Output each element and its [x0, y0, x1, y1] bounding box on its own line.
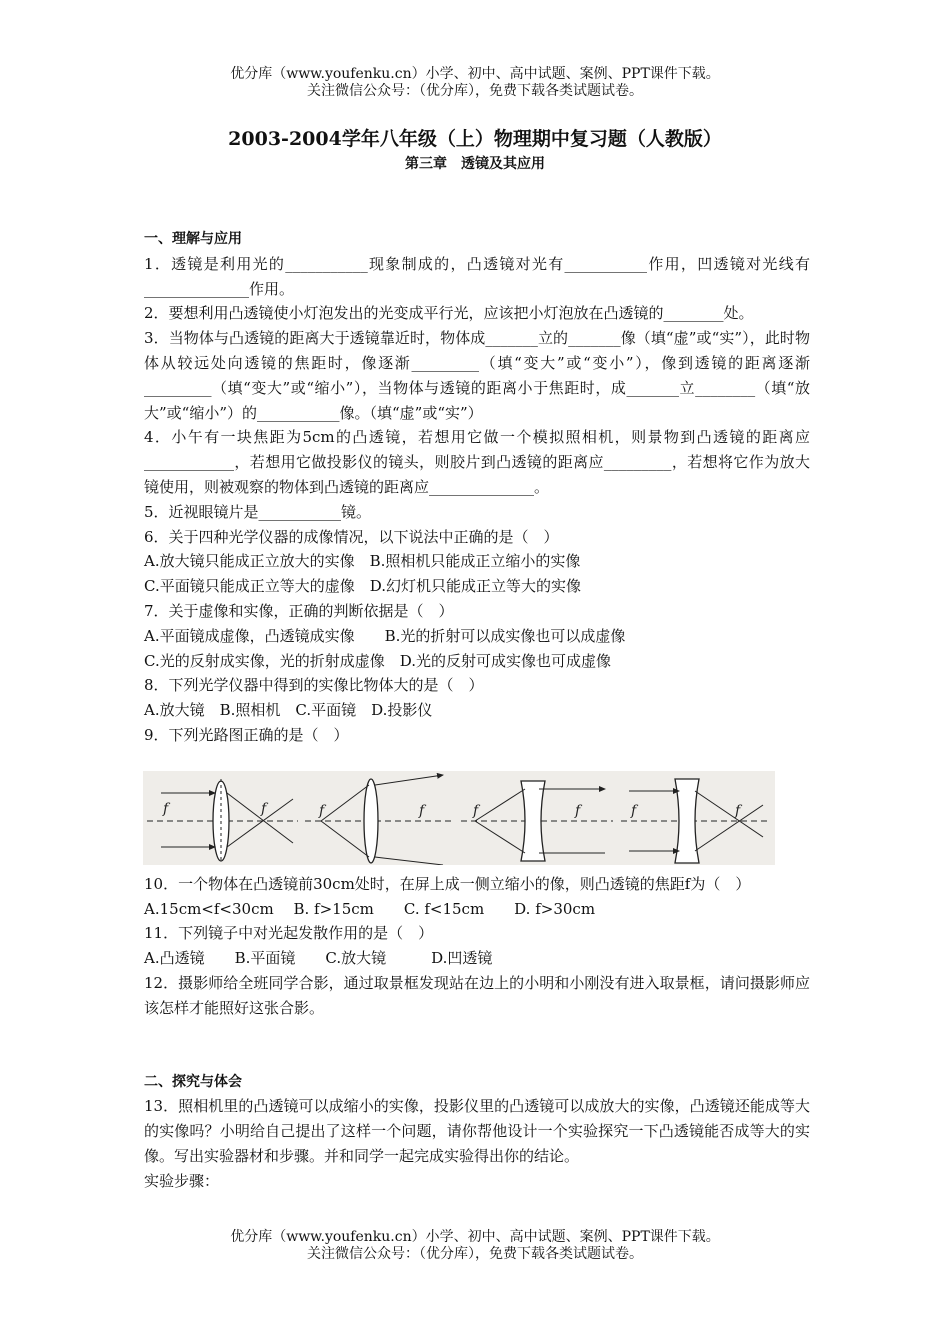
footer-line-1: 优分库（www.youfenku.cn）小学、初中、高中试题、案例、PPT课件下载。: [230, 1229, 720, 1245]
page-header: [0, 66, 950, 100]
page-subtitle: 第三章 透镜及其应用: [405, 156, 545, 172]
section-2-heading: 二、探究与体会: [144, 1073, 242, 1090]
lens-ray-diagrams: [143, 771, 775, 865]
question-5: 5．近视眼镜片是___________镜。: [144, 502, 372, 521]
question-6-options-ab: A.放大镜只能成正立放大的实像 B.照相机只能成正立缩小的实像: [144, 552, 581, 571]
question-10-options: A.15cm<f<30cm B. f>15cm C. f<15cm D. f>30cm: [144, 899, 596, 918]
focal-label-a2: f: [261, 801, 267, 817]
question-7: 7．关于虚像和实像，正确的判断依据是（ ）: [144, 601, 454, 620]
page-footer: [0, 1229, 950, 1263]
focal-label-d2: f: [735, 803, 741, 819]
question-11-options: A.凸透镜 B.平面镜 C.放大镜 D.凹透镜: [144, 949, 493, 968]
question-9: 9．下列光路图正确的是（ ）: [144, 725, 349, 744]
question-12: 12．摄影师给全班同学合影，通过取景框发现站在边上的小明和小刚没有进入取景框，请问摄影师应该怎样才能照好这张合影。: [144, 973, 810, 1017]
question-8: 8．下列光学仪器中得到的实像比物体大的是（ ）: [144, 676, 484, 695]
focal-label-c1: f: [473, 803, 479, 819]
focal-label-b2: f: [419, 803, 425, 819]
page-title: 2003-2004学年八年级（上）物理期中复习题（人教版）: [228, 128, 722, 150]
question-6-options-cd: C.平面镜只能成正立等大的虚像 D.幻灯机只能成正立等大的实像: [144, 577, 581, 596]
question-4: 4．小午有一块焦距为5cm的凸透镜，若想用它做一个模拟照相机，则景物到凸透镜的距离应____________，若想用它做投影仪的镜头，则胶片到凸透镜的距离应_________，若想将它作为放大镜使用，则被观察的物体到凸透镜的距离应______________。: [144, 428, 810, 496]
question-10: 10．一个物体在凸透镜前30cm处时，在屏上成一侧立缩小的像，则凸透镜的焦距f为（ ）: [144, 874, 751, 893]
focal-label-a1: f: [163, 801, 169, 817]
question-3: 3．当物体与凸透镜的距离大于透镜靠近时，物体成_______立的_______像（填“虚”或“实”），此时物体从较远处向透镜的焦距时，像逐渐_________（填“变大”或“变小”），像到透镜的距离逐渐_________（填“变大”或“缩小”），当物体与透镜的距离小于焦距时，成_______立________（填“放大”或“缩小”）的___________像。（填“虚”或“实”）: [144, 329, 810, 422]
question-7-options-ab: A.平面镜成虚像，凸透镜成实像 B.光的折射可以成实像也可以成虚像: [144, 626, 626, 645]
focal-label-b1: f: [319, 803, 325, 819]
focal-label-c2: f: [575, 803, 581, 819]
section-1-heading: 一、理解与应用: [144, 231, 242, 247]
question-8-options: A.放大镜 B.照相机 C.平面镜 D.投影仪: [144, 701, 433, 720]
header-line-2: 关注微信公众号：（优分库），免费下载各类试题试卷。: [307, 83, 643, 99]
question-2: 2．要想利用凸透镜使小灯泡发出的光变成平行光，应该把小灯泡放在凸透镜的________处。: [144, 304, 754, 323]
question-13: 13．照相机里的凸透镜可以成缩小的实像，投影仪里的凸透镜可以成放大的实像，凸透镜还能成等大的实像吗？小明给自己提出了这样一个问题，请你帮他设计一个实验探究一下凸透镜能否成等大的实像。写出实验器材和步骤。并和同学一起完成实验得出你的结论。: [144, 1097, 810, 1165]
focal-label-d1: f: [631, 803, 637, 819]
footer-line-2: 关注微信公众号：（优分库），免费下载各类试题试卷。: [307, 1246, 643, 1262]
header-line-1: 优分库（www.youfenku.cn）小学、初中、高中试题、案例、PPT课件下载。: [230, 66, 720, 82]
document-body: [144, 227, 810, 1194]
question-7-options-cd: C.光的反射成实像，光的折射成虚像 D.光的反射可成实像也可成虚像: [144, 651, 611, 670]
question-6: 6．关于四种光学仪器的成像情况，以下说法中正确的是（ ）: [144, 527, 559, 546]
question-11: 11．下列镜子中对光起发散作用的是（ ）: [144, 924, 434, 943]
question-1: 1．透镜是利用光的___________现象制成的，凸透镜对光有___________作用，凹透镜对光线有______________作用。: [144, 254, 810, 298]
experiment-steps-label: 实验步骤：: [144, 1171, 220, 1190]
